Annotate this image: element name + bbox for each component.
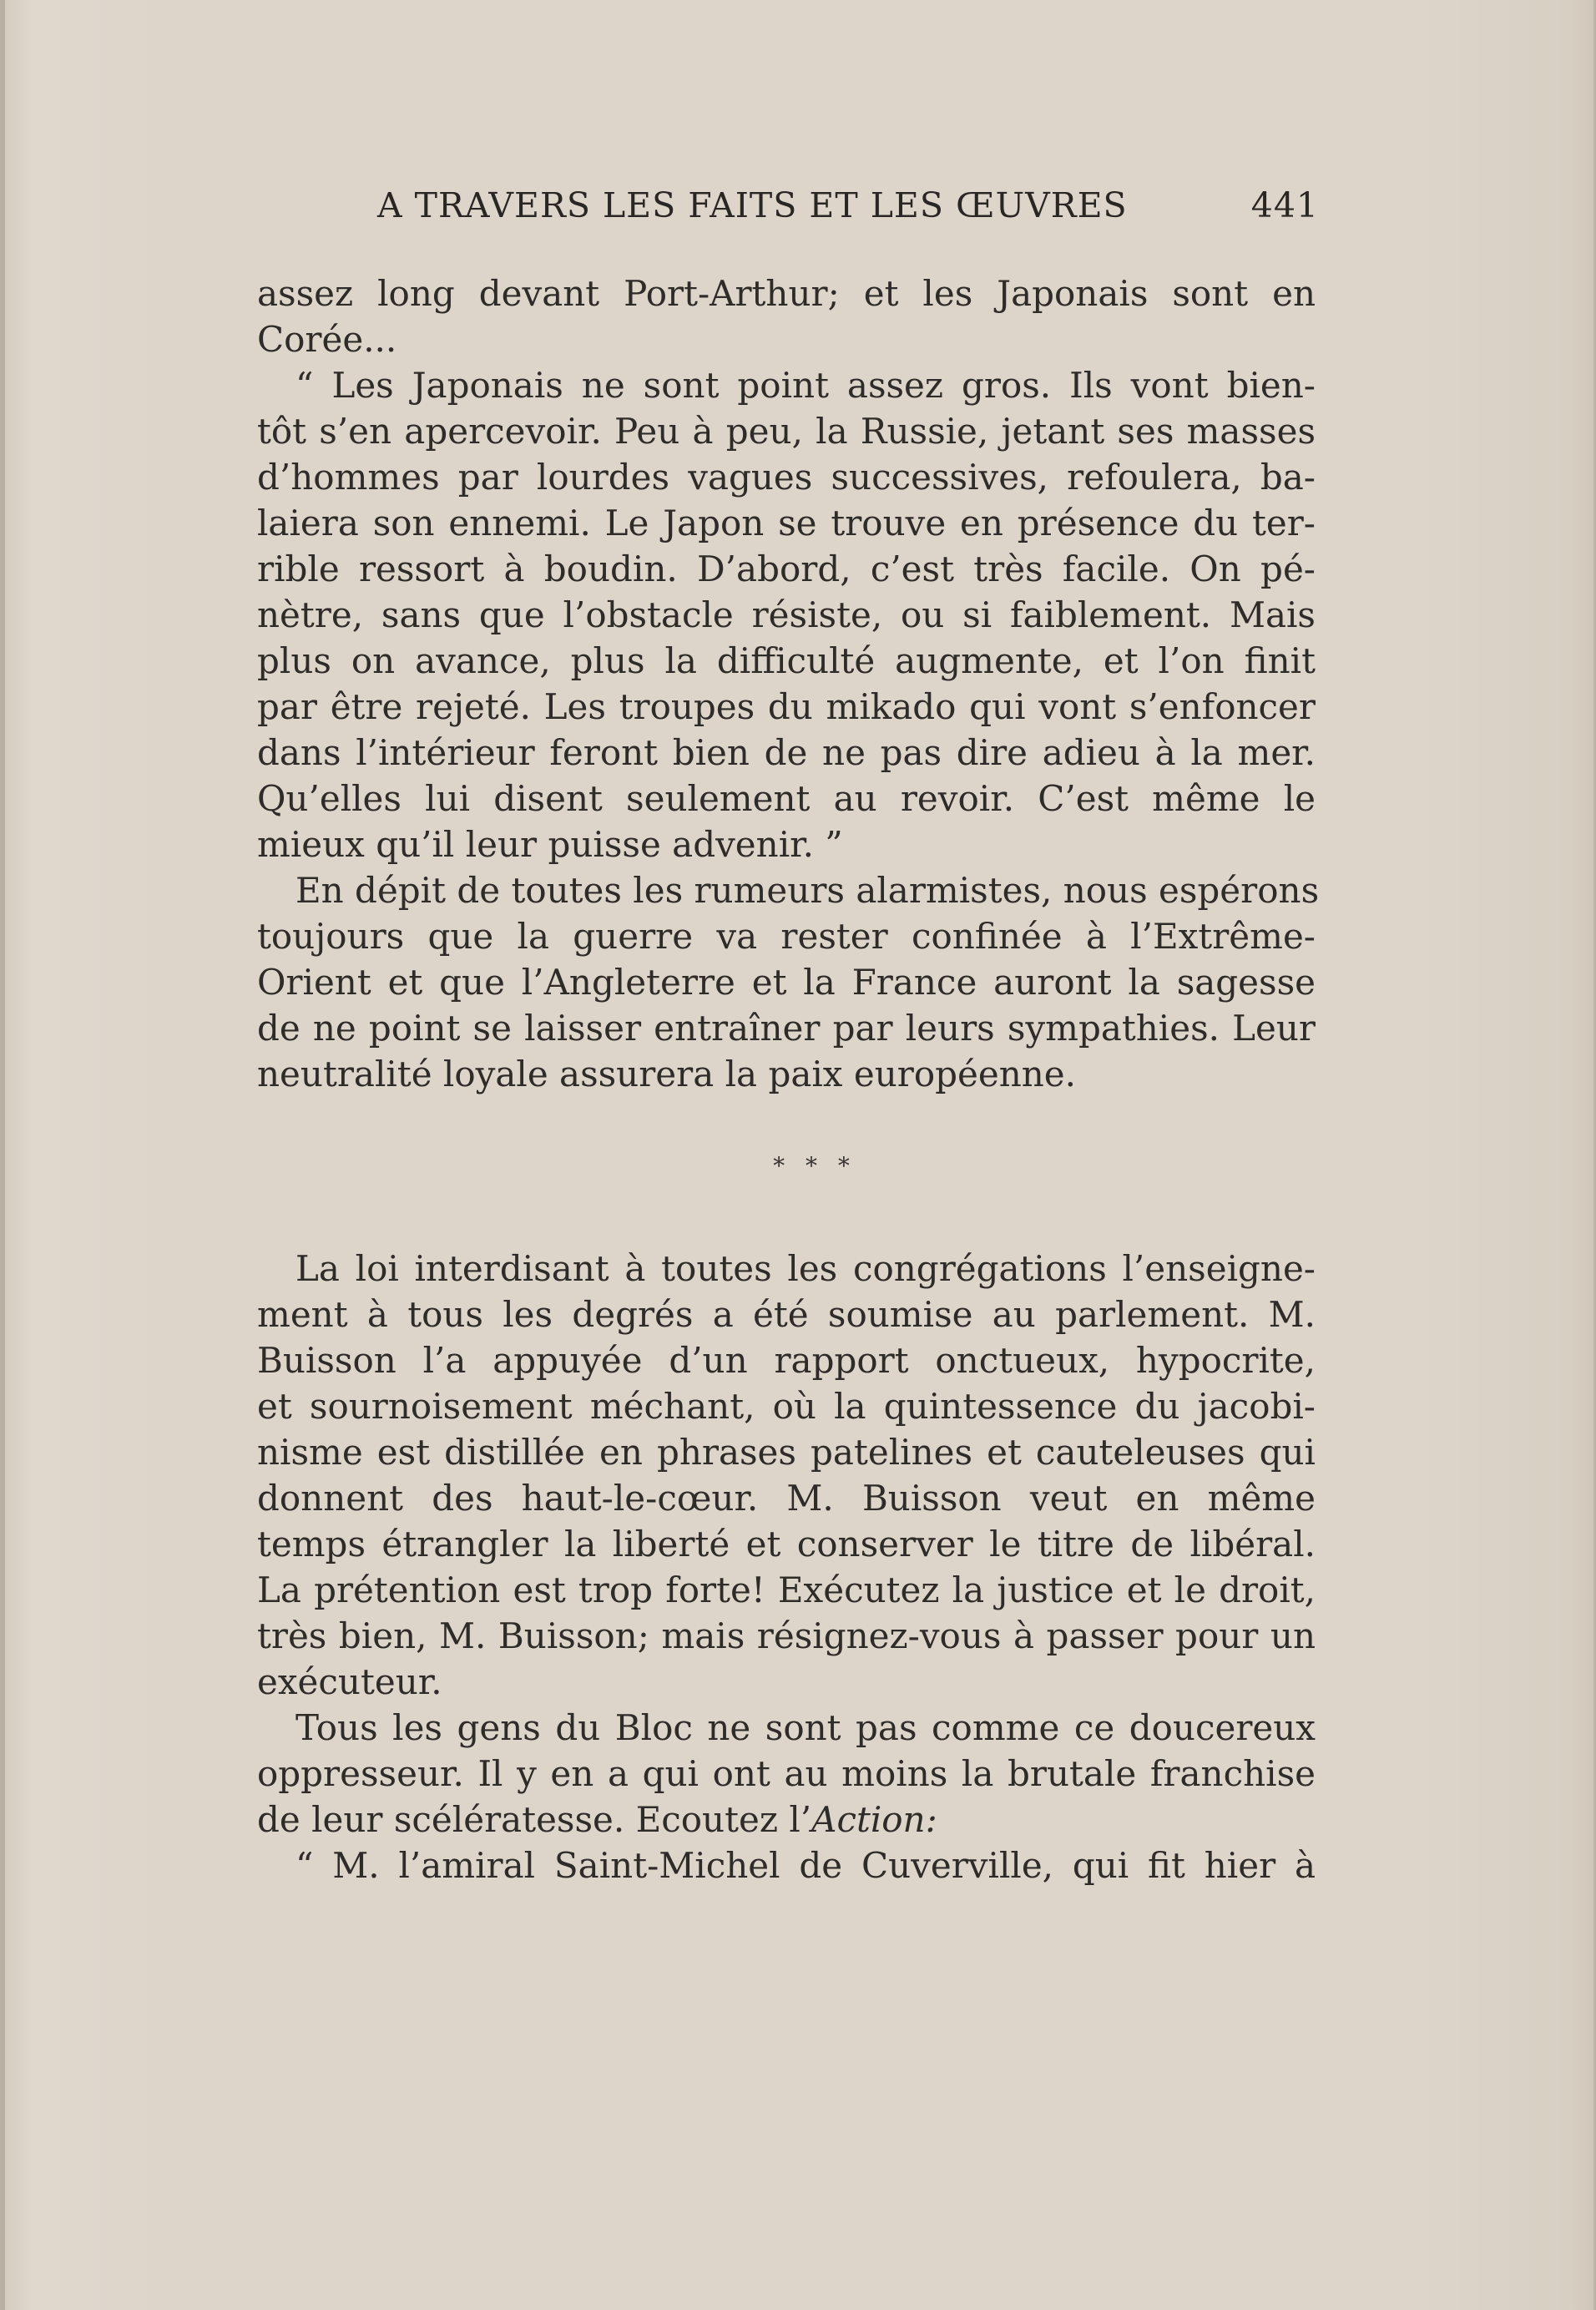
text-line: nisme est distillée en phrases patelines et cauteleuses qui	[257, 1432, 1316, 1473]
text-block-congregations	[257, 1246, 1316, 1888]
section-separator: * * *	[773, 1152, 856, 1180]
text-line: ment à tous les degrés a été soumise au parlement. M.	[257, 1294, 1316, 1335]
italic-title: Action:	[811, 1799, 937, 1840]
text-line: En dépit de toutes les rumeurs alarmistes, nous espérons	[295, 870, 1320, 911]
text-line: mieux qu’il leur puisse advenir. ”	[257, 824, 843, 865]
text-line	[257, 1797, 1316, 1842]
text-block-war	[257, 270, 1320, 1097]
text-line: et sournoisement méchant, où la quintessence du jacobi-	[257, 1386, 1316, 1427]
text-line: “ M. l’amiral Saint-Michel de Cuverville, qui fit hier à	[295, 1845, 1316, 1886]
text-line: “ Les Japonais ne sont point assez gros. Ils vont bien-	[295, 365, 1316, 406]
text-line: de ne point se laisser entraîner par leurs sympathies. Leur	[257, 1008, 1316, 1049]
text-line: dans l’intérieur feront bien de ne pas dire adieu à la mer.	[257, 732, 1316, 773]
text-line: rible ressort à boudin. D’abord, c’est très facile. On pé-	[257, 548, 1316, 589]
text-line: d’hommes par lourdes vagues successives, refoulera, ba-	[257, 457, 1316, 498]
text-line: par être rejeté. Les troupes du mikado qui vont s’enfoncer	[257, 686, 1316, 727]
text-line: assez long devant Port-Arthur; et les Japonais sont en	[257, 273, 1316, 314]
text-line: oppresseur. Il y en a qui ont au moins la brutale franchise	[257, 1753, 1316, 1794]
text-line: laiera son ennemi. Le Japon se trouve en présence du ter-	[257, 503, 1316, 543]
text-line: Orient et que l’Angleterre et la France auront la sagesse	[257, 962, 1316, 1003]
text-line: plus on avance, plus la difficulté augmente, et l’on finit	[257, 640, 1316, 681]
text-line: très bien, M. Buisson; mais résignez-vous à passer pour un	[257, 1615, 1316, 1656]
text-line: donnent des haut-le-cœur. M. Buisson veut en même	[257, 1478, 1316, 1519]
text-line: Tous les gens du Bloc ne sont pas comme ce doucereux	[295, 1707, 1316, 1748]
page-number: 441	[1250, 185, 1319, 225]
text-line: neutralité loyale assurera la paix européenne.	[257, 1054, 1077, 1094]
text-line: toujours que la guerre va rester confinée à l’Extrême-	[257, 916, 1316, 957]
text-line: temps étrangler la liberté et conserver le titre de libéral.	[257, 1524, 1316, 1564]
text-line: Qu’elles lui disent seulement au revoir. C’est même le	[257, 778, 1316, 819]
text-line: Corée...	[257, 319, 397, 360]
text-line: tôt s’en apercevoir. Peu à peu, la Russie, jetant ses masses	[257, 411, 1316, 452]
text-line: La prétention est trop forte! Exécutez la justice et le droit,	[257, 1569, 1316, 1610]
page-header	[259, 185, 1319, 235]
text-line: nètre, sans que l’obstacle résiste, ou si faiblement. Mais	[257, 594, 1316, 635]
text-line: Buisson l’a appuyée d’un rapport onctueux, hypocrite,	[257, 1340, 1316, 1381]
text-line: exécuteur.	[257, 1661, 442, 1702]
running-head: A TRAVERS LES FAITS ET LES ŒUVRES	[377, 185, 1128, 225]
text-fragment: de leur scélératesse. Ecoutez l’	[257, 1799, 812, 1840]
text-line: La loi interdisant à toutes les congrégations l’enseigne-	[295, 1248, 1316, 1289]
